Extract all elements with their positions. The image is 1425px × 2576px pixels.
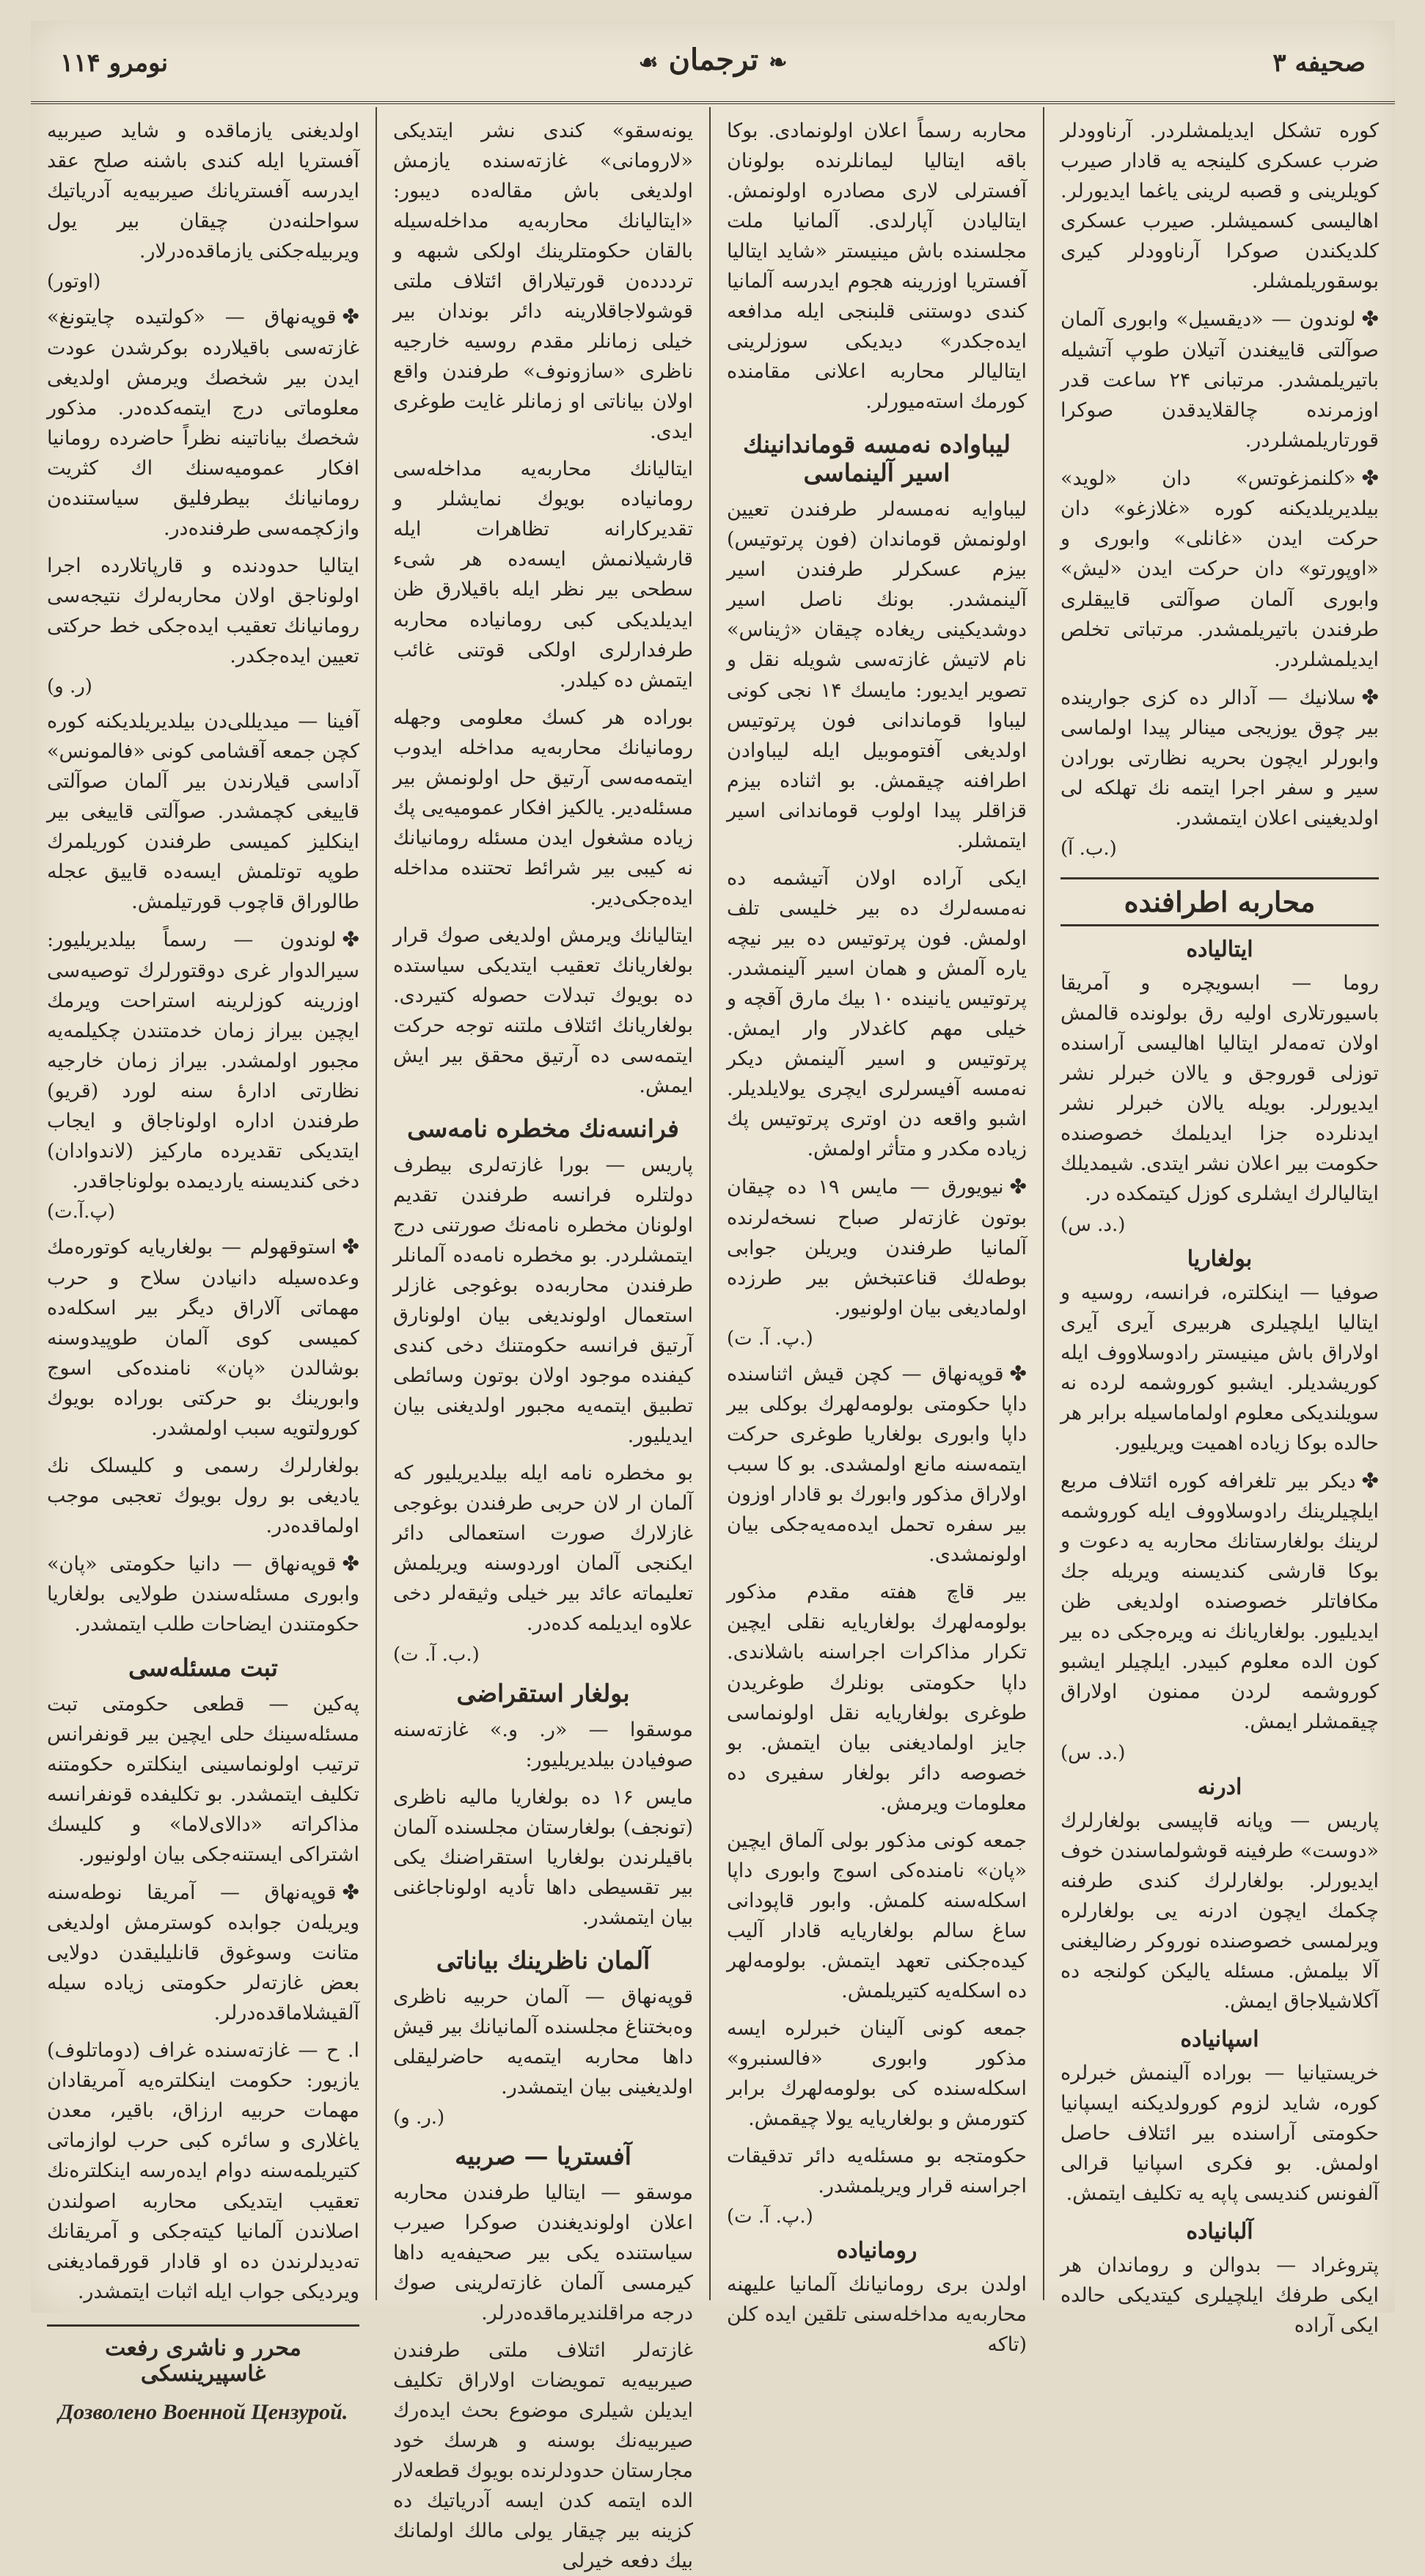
column-3 xyxy=(376,107,709,2573)
article-heading: تبت مسئله‌سی xyxy=(128,1653,278,1682)
article-paragraph: بولغارلرك رسمی و کلیسلک نك یادیغی بو رول بویوك تعجبی موجب اولماقده‌در. xyxy=(47,1454,359,1537)
article-paragraph: پاریس — وپانه قاپیسی بولغارلرك «دوست» طرفینه قوشولماسندن خوف ایدیورلر. بولغارلرك کندی طرفنه چکمك ایچون ادرنه یی بولغارلره ویرلمسی خصوصنده نوروکر رضالیغنی آلا بیلمش. مسئله یالیکن کولنجه ده آکلاشیلاجاق ایمش. xyxy=(1060,1809,1379,2013)
article-paragraph: ✤نیویورق — مایس ۱۹ ده چیقان بوتون غازته‌لر صباح نسخه‌لرنده آلمانیا طرفندن ویریلن جوابی بوطه‌لك قناعتبخش بیر طرزده اولمادیغی بیان اولونیور. xyxy=(727,1171,1027,1323)
article-paragraph: صوفیا — اینکلتره، فرانسه، روسیه و ایتالیا ایلچیلری هربیری آیری آیری اولاراق باش مینیستر رادوسلاووف ایله کوریشدیلر. ایشبو کوروشمه لرده نه سویلندیکی معلوم اولماماسیله برابر هر حالده بوکا زیاده اهمیت ویریلیور. xyxy=(1060,1281,1379,1455)
ornament-icon: ☙ xyxy=(638,50,659,76)
article-paragraph: ✤دیکر بیر تلغرافه کوره ائتلاف مربع ایلچیلرینك رادوسلاووف ایله کوروشمه لرینك بولغارستانك محاربه یه دعوت و بوکا قارشی کندیسنه ویریله جك مکافاتلر خصوصنده اولدیغی ظن ایدیلیور. بولغاریانك نه ویره‌جکی ده بیر کون الده معلوم کبیدر. ایلچیلر ایشبو کوروشمه لردن ممنون اولاراق چیقمشلر ایمش. xyxy=(1060,1466,1379,1738)
article-paragraph: غازته‌لر ائتلاف ملتی طرفندن صیربیه‌یه تمویضات اولاراق تکلیف ایدیلن شیلری موضوع بحث ایده‌رك صیربیه‌نك بوسنه و هرسك خود مجارستان حدودلرنده بویوك قطعه‌لار الده ایتمه کدن ایسه آدریاتیك ده کزینه بیر چیقار یولی مالك اولمانك بیك دفعه خیرلی xyxy=(393,2339,693,2573)
article-paragraph: حکومتجه بو مسئله‌یه دائر تدقیقات اجراسنه قرار ویریلمشدر. xyxy=(727,2144,1027,2198)
article-paragraph: ایکی آراده اولان آتیشمه ده نه‌مسه‌لرك ده بیر خلیسی تلف اولمش. فون پرتوتیس ده بیر نیچه یاره آلمش و همان اسیر آلینمشدر. پرتوتیس یانینده ۱۰ بیك مارق آقچه و خیلی مهم کاغدلار وار ایمش. پرتوتیس و اسیر آلینمش دیکر نه‌مسه آفیسرلری ایچری یولایلدیلر. اشبو واقعه دن اوتری پرتوتیس پك زیاده مکدر و متأثر اولمش. xyxy=(727,866,1027,1160)
article-paragraph: په‌کین — قطعی حکومتی تبت مسئله‌سینك حلی ایچین بیر قونفرانس ترتیب اولونماسینی اینکلتره حکومتنه تکلیف ایتمشدر. بو تکلیفده قونفرانسه مذاکراته «دالای‌لاما» و کلیسك اشتراکی ایستنه‌جکی بیان اولونیور. xyxy=(47,1692,359,1866)
article-paragraph: ا. ح — غازته‌سنده غراف (دوماتلوف) یازیور: حکومت اینکلتره‌یه آمریقادان مهمات حربیه ارزاق، باقیر، معدن یاغلاری و سائره کبی حرب لوازماتی کتیریلمه‌سنه دوام ایده‌رسه اینکلتره‌نك تعقیب ایتدیکی محاربه اصولندن اصلاندن آلمانیا کیته‌جکی و آمریقانك ته‌دیدلرندن ده او قادار قورقمادیغنی ویردیکی جواب ایله اثبات ایتمشدر. xyxy=(47,2039,359,2303)
article-paragraph: ایتالیانك محاربه‌یه مداخله‌سی رومانیاده بویوك نمایشلر و تقدیرکارانه تظاهرات ایله قارشیلانمش ایسه‌ده هر شی‌ء سطحی بیر نظر ایله باقیلارق ظن ایدیلدیکی کبی رومانیاده محاربه طرفدارلری اولکی قوتنی غائب ایتمش ده کیلدر. xyxy=(393,458,693,692)
article-paragraph: اولدیغنی یازماقده و شاید صیربیه آفستریا ایله کندی باشنه صلح عقد ایدرسه آفستریانك صیربیه‌یه آدریاتیك سواحلنه‌دن چیقان بیر یول ویربیله‌جکنی یازماقده‌درلار. xyxy=(47,120,359,263)
bullet-icon: ✤ xyxy=(342,1879,359,1904)
source-signature: (پ. آ. ت.) xyxy=(727,1327,813,1350)
article-heading: آلمان ناظرینك بیاناتی xyxy=(436,1945,651,1975)
source-signature: (د. س.) xyxy=(1060,1741,1126,1764)
subheading: ایتالیاده xyxy=(1186,937,1253,963)
article-paragraph: مایس ۱۶ ده بولغاریا مالیه ناظری (تونجف) بولغارستان مجلسنده آلمان باقیلرندن بولغاریا استقراضنك یکی بیر تقسیطی داها تأدیه اولوناجاغنی بیان ایتمشدر. xyxy=(393,1785,693,1929)
article-paragraph: ✤قوپه‌نهاق — دانیا حکومتی «پان» وابوری مسئله‌سندن طولایی بولغاریا حکومتندن ایضاحات طلب ایتمشدر. xyxy=(47,1548,359,1640)
source-signature: (پ. آ. ت.) xyxy=(727,2206,813,2228)
article-paragraph: آفینا — میدیللی‌دن بیلدیریلدیکنه کوره کچن جمعه آقشامی کونی «فالمونس» آداسی قیلارندن بیر آلمان صوآلتی قاییغی کچمشدر. صوآلتی قاییغی بیر اینکلیز کمیسی طرفندن کوریلمرك طوپه توتلمش ایسه‌ده قاییق عجله طالوراق قاچوب قورتیلمش. xyxy=(47,710,359,914)
article-paragraph: موسقو — ایتالیا طرفندن محاربه اعلان اولوندیغندن صوکرا صیرب سیاستنده یکی بیر صحیفه‌یه داها کیرمسی آلمان غازته‌لرینی صوك درجه مراقلندیرماقده‌درلر. xyxy=(393,2181,693,2324)
subheading: آلبانیاده xyxy=(1186,2218,1253,2244)
source-signature: (ر. و.) xyxy=(393,2106,445,2129)
ornament-icon: ❧ xyxy=(769,50,788,76)
title-text: ترجمان xyxy=(668,43,759,77)
article-paragraph: ✤استوقهولم — بولغاریایه کوتوره‌مك وعده‌سیله دانیادن سلاح و حرب مهماتی آلاراق دیگر بیر اسکله‌ده کمیسی کوی آلمان طوپیدوسنه بوشالدن «پان» نامنده‌کی اسوج وابورینك بو حرکتی بوراده بویوك کورولتویه سبب اولمشدر. xyxy=(47,1232,359,1443)
subheading: رومانیاده xyxy=(836,2238,917,2264)
article-paragraph: ✤سلانیك — آدالر ده کزی جوارینده بیر چوق یوزیجی مینالر پیدا اولماسی وابورلر ایچون بحریه نظارتی بورادن سیر و سفر اجرا ایتمه نك تهلکه لی اولدیغینی اعلان ایتمشدر. xyxy=(1060,682,1379,834)
article-paragraph: لیباوایه نه‌مسه‌لر طرفندن تعیین اولونمش قوماندان (فون پرتوتیس) بیزم عسکرلر طرفندن اسیر آلینمشدر. بونك ناصل اسیر دوشدیکینی ریغاده چیقان «ژیناس» نام لاتیش غازته‌سی شویله نقل و تصویر ایدیور: مایسك ۱۴ نجی کونی لیباوا قوماندانی فون پرتوتیس اولدیغی آفتوموبیل ایله لیباوادن اطرافنه چیقمش. بو اثناده بیزم قزاقلر پیدا اولوب قوماندانی اسیر ایتمشلر. xyxy=(727,498,1027,852)
article-paragraph: ایتالیا حدودنده و قارپاتلارده اجرا اولوناجق اولان محاربه‌لرك نتیجه‌سی رومانیانك تعقیب ایده‌جکی خط حرکتی تعیین ایده‌جکدر. xyxy=(47,554,359,668)
page-number: صحیفه ۳ xyxy=(1272,48,1366,78)
bullet-icon: ✤ xyxy=(342,1551,359,1576)
bullet-icon: ✤ xyxy=(342,304,359,329)
bullet-icon: ✤ xyxy=(1009,1361,1027,1386)
bullet-icon: ✤ xyxy=(342,927,359,952)
section-heading: محاربه اطرافنده xyxy=(1060,877,1379,926)
article-paragraph: ایتالیانك ویرمش اولدیغی صوك قرار بولغاریانك تعقیب ایتدیکی سیاستده ده بویوك تبدلات حصوله کتیردی. بولغاریانك ائتلاف ملتنه توجه حرکت ایتمه‌سی ده آرتیق محقق بیر ایش ایمش. xyxy=(393,923,693,1097)
bullet-icon: ✤ xyxy=(342,1234,359,1259)
article-paragraph: ✤«کلنمزغوتس» دان «لوید» بیلدیریلدیکنه کوره «غلازغو» دان حرکت ایدن «غانلی» وابوری و «اوپورتو» دان حرکت ایدن «لیش» وابوری آلمان صوآلتی قاییقلری طرفندن باتیریلمشدر. مرتباتی تخلص ایدیلمشلردر. xyxy=(1060,463,1379,675)
article-paragraph: ✤قوپه‌نهاق — «کولتیده چایتونغ» غازته‌سی باقیلارده بوکرشدن عودت ایدن بیر شخصك ویرمش اولدیغی معلوماتی درج ایتمه‌کده‌در. مذکور شخصك بیاناتینه نظراً حاضرده رومانیا افکار عمومیه‌سنك اك کثریت رومانیانك بیطرفلیق سیاستنده‌ن وازکچمه‌سی طرفنده‌در. xyxy=(47,301,359,544)
article-paragraph: کوره تشکل ایدیلمشلردر. آرناوودلر ضرب عسکری کلینجه یه قادار صیرب کویلرینی و قصبه لرینی یاغما ایدیورلر. اهالیسی کسمیشلر. صیرب عسکری کلدیکندن صوکرا آرناوودلر کیری بوسقوریلمشلر. xyxy=(1060,120,1379,293)
column-1 xyxy=(1043,107,1395,2337)
article-paragraph: بوراده هر کسك معلومی وجهله رومانیانك محاربه‌یه مداخله ایدوب ایتمه‌مه‌سی آرتیق حل اولونمش بیر مسئله‌دیر. یالکیز افکار عمومیه‌یی پك زیاده مشغول ایدن مسئله رومانیانك نه کیبی بیر شرائط تحتنده مداخله ایده‌جکی‌دیر. xyxy=(392,706,693,910)
bullet-icon: ✤ xyxy=(1361,307,1379,332)
newspaper-page xyxy=(31,21,1395,2573)
censorship-line: Дозволено Военной Цензурой. xyxy=(58,2399,348,2424)
source-signature: (ب. آ. ت.) xyxy=(393,1643,480,1666)
article-paragraph: ✤لوندون — «دیقسیل» وابوری آلمان صوآلتی قاییغندن آتیلان طوپ آتشیله باتیریلمشدر. مرتبانی ۲۴ ساعت قدر اوزمرنده چالقلایدقدن صوکرا قورتاریلمشلردر. xyxy=(1060,304,1379,455)
column-2 xyxy=(709,107,1043,2357)
article-heading: لیباواده نه‌مسه قوماندانینك اسیر آلینماسی xyxy=(743,430,1011,488)
issue-number: نومرو ۱۱۴ xyxy=(60,48,169,78)
bullet-icon: ✤ xyxy=(1361,465,1379,490)
subheading: ادرنه xyxy=(1197,1774,1242,1800)
bullet-icon: ✤ xyxy=(1009,1174,1027,1199)
imprint xyxy=(47,2324,359,2425)
article-paragraph: بو مخطره نامه ایله بیلدیریلیور که آلمان ار لان حربی طرفندن بوغوجی غازلارك صورت استعمالی دائر ایکنجی آلمان اوردوسنه ویریلمش تعلیماته عائد بیر خیلی وثیقه‌لر دخی علاوه ایدیلمه کده‌در. xyxy=(393,1462,693,1636)
article-paragraph: روما — ابسویچره و آمریقا باسیورتلاری اولیه رق بولونده قالمش اولان ته‌مه‌لر ایتالیا اهالیسی آراسنده توزلی قوروجق و یالان خبرلر نشر ایدیورلر. بویله یالان خبرلر نشر ایدنلرده جزا ایدیلمك خصوصنده حکومت بیر اعلان نشر ایتدی. شیمدیلك ایتالیالرك ایشلری کوزل کیتمکده در. xyxy=(1060,972,1379,1206)
article-paragraph: جمعه کونی آلینان خبرلره ایسه مذکور وابوری «فالسنبرو» اسکله‌سنده کی بولومه‌لهرك برابر کتورمش و بولغاریایه یولا چیقمش. xyxy=(727,2016,1027,2130)
article-paragraph: بیر قاچ هفته مقدم مذکور بولومه‌لهرك بولغاریایه نقلی ایچین تکرار مذاکرات اجراسنه باشلاندی. داپا حکومتی بونلرك طوغریدن طوغری بولغاریایه نقل اولونماسی جایز اولمادیغنی بیان ایتمش. بو خصوصه دائر بولغار سفیری ده معلومات ویرمش. xyxy=(727,1581,1027,1815)
article-paragraph: محاربه رسماً اعلان اولونمادی. بوکا باقه ایتالیا لیمانلرنده بولونان آفسترلی لارى مصادره اولونمش. ایتالیادن آپارلدی. آلمانیا ملت مجلسنده باش مینیستر «شاید ایتالیا آفستریا اوزرینه هجوم ایدرسه آلمانیا کندی دوستنی قلبنجی ایله مدافعه ایده‌جکدر» دیدیکی سوزلرینی ایتالیالر محاربه اعلانی مقامنده کورمك استه‌میورلر. xyxy=(727,120,1027,414)
source-signature: (پ.آ.ت) xyxy=(47,1201,116,1223)
article-paragraph: موسقوا — «ر. و.» غازته‌سنه صوفیادن بیلدیریلیور: xyxy=(393,1718,693,1771)
article-paragraph: یونه‌سقو» کندی نشر ایتدیکی «لارومانی» غازته‌سنده یازمش اولدیغی باش مقاله‌ده دیبور: «ایتالیانك محاربه‌یه مداخله‌سیله بالقان حکومتلرینك اولکی شبهه و ترددده‌ن قورتیلاراق ائتلاف ملتی قوشولاجاقلارینه دائر بوندان بیر خیلی زمانلر مقدم روسیه خارجیه ناظری «سازونوف» طرفندن واقع اولان بیاناتی او زمانلر غایت طوغری ایدی. xyxy=(393,120,693,444)
source-signature: (د. س.) xyxy=(1060,1213,1126,1236)
subheading: بولغاریا xyxy=(1187,1245,1253,1272)
newspaper-title xyxy=(629,43,798,77)
article-paragraph: قوپه‌نهاق — آلمان حربیه ناظری وه‌بختناغ مجلسنده آلمانیانك بیر قیش داها محاربه ایتمه‌یه حاضرلیقلی اولدیغینی بیان ایتمشدر. xyxy=(393,1985,693,2099)
article-paragraph: اولدن بری رومانیانك آلمانیا علیهنه محاربه‌یه مداخله‌سنی تلقین ایده کلن (تاکه xyxy=(727,2273,1027,2357)
article-heading: بولغار استقراضی xyxy=(456,1678,630,1708)
source-signature: (ر. و) xyxy=(47,676,92,698)
source-signature: (ب. آ.) xyxy=(1060,838,1117,860)
bullet-icon: ✤ xyxy=(1361,1468,1379,1493)
article-paragraph: پتروغراد — بدوالن و روماندان هر ایکی طرفك ایلچیلری کیتدیکی حالده ایکی آراده xyxy=(1060,2253,1379,2337)
source-signature: (اوتور) xyxy=(47,271,101,293)
article-paragraph: خریستیانیا — بوراده آلینمش خبرلره کوره، شاید لزوم کورولدیکنه ایسپانیا حکومتی آراسنده بیر ائتلاف حاصل اولمش. بو فکری اسپانیا قرالی آلفونس کندیسی پاپه یه تکلیف ایتمش. xyxy=(1060,2061,1379,2205)
publisher-line: محرر و ناشری رفعت غاسپیرینسکی xyxy=(105,2335,301,2387)
subheading: اسپانیاده xyxy=(1180,2026,1259,2052)
article-paragraph: پاریس — بورا غازته‌لری بیطرف دولتلره فرانسه طرفندن تقدیم اولونان مخطره نامه‌نك صورتنی درج ایتمشلردر. بو مخطره نامه‌ده آلمانلر طرفندن محاربه‌ده بوغوجی غازلر استعمال اولوندیغی بیان اولونارق آرتیق فرانسه حکومتنك دخی کندی کیفنده موجود اولان بوتون وسائطی تطبیق ایتمه‌یه مجبور اولدیغنی بیان ایدیلیور. xyxy=(393,1154,693,1448)
masthead xyxy=(31,21,1395,104)
article-paragraph: ✤قوپه‌نهاق — آمریقا نوطه‌سنه ویریله‌ن جوابده کوسترمش اولدیغی متانت وسوغوق قانلیلیقدن دولایی بعض غازته‌لر حکومتی زیاده سیله آلقیشلاماقده‌درلر. xyxy=(47,1877,359,2029)
column-4 xyxy=(31,107,376,2424)
article-paragraph: ✤لوندون — رسماً بیلدیریلیور: سیرالدوار غری دوقتورلرك توصیه‌سی اوزرینه کوزلرینه استراحت ویرمك ایچین بیراز زمان خدمتندن چکیلمه‌یه مجبور اولمشدر. بیراز زمان خارجیه نظارتی ادارهٔ‌ سنه لورد (قریو) طرفندن اداره اولوناجاق و ایجاب ایتدیکی تقدیرده ماركیز (لاندوادان) دخی کندیسنه یاردیمده بولوناجاقدر. xyxy=(47,924,359,1196)
article-heading: فرانسه‌نك مخطره نامه‌سی xyxy=(407,1114,679,1143)
article-paragraph: جمعه کونی مذکور بولی آلماق ایچین «پان» نامنده‌کی اسوج وابوری داپا اسکله‌سنه کلمش. وابور قاپودانی ساغ سالم بولغاریایه قادار آلیب کیده‌جکنی تعهد ایتمش. بولومه‌لهر ده اسکله‌یه کتیریلمش. xyxy=(727,1829,1027,2002)
article-paragraph: ✤قوپه‌نهاق — کچن قیش اثناسنده داپا حکومتی بولومه‌لهرك بوکلی بیر داپا وابوری بولغاریا طوغری حرکت ایتمه‌سنه مانع اولمشدی. بو کا سبب اولاراق مذکور وابورك بو قادار اوزون بیر سفره تحمل ایده‌مه‌یه‌جکی بیان اولونمشدی. xyxy=(727,1358,1027,1570)
bullet-icon: ✤ xyxy=(1361,684,1379,709)
columns xyxy=(31,107,1395,2573)
article-heading: آفستریا — صربیه xyxy=(455,2141,631,2170)
